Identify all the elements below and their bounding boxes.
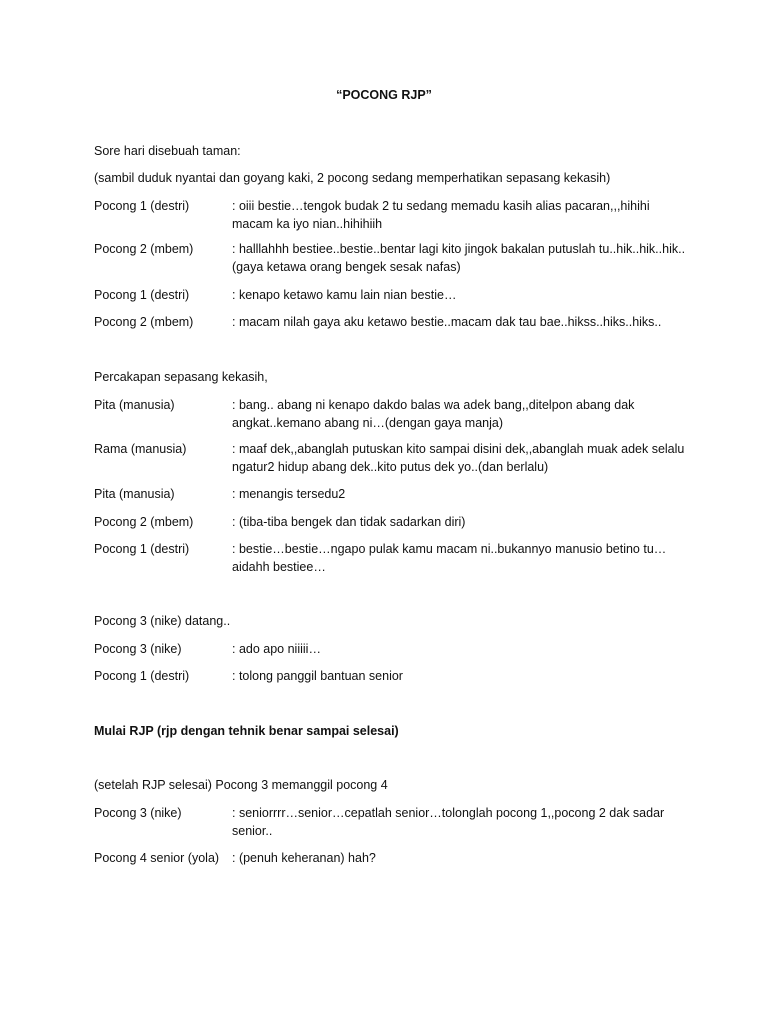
speaker-name: Pocong 2 (mbem) [94,515,194,529]
dialog-text: : ado apo niiiii… [232,642,321,656]
speaker-name: Pocong 1 (destri) [94,542,190,556]
dialog-text: : menangis tersedu2 [232,487,346,501]
speaker-name: Pocong 1 (destri) [94,669,190,683]
stage-direction: Percakapan sepasang kekasih, [94,370,268,384]
dialog-line [94,849,694,867]
section-heading: Mulai RJP (rjp dengan tehnik benar sampai selesai) [94,724,399,738]
dialog-text: : seniorrrr…senior…cepatlah senior…tolonglah pocong 1,,pocong 2 dak sadar senior.. [232,806,665,838]
dialog-text: : halllahhh bestiee..bestie..bentar lagi kito jingok bakalan putuslah tu..hik..hik..hik..(gaya ketawa orang bengek sesak nafas) [232,242,686,274]
dialog-line [94,240,694,276]
dialog-text: : oiii bestie…tengok budak 2 tu sedang memadu kasih alias pacaran,,,hihihi macam ka iyo nian..hihihiih [232,199,650,231]
dialog-line [94,667,694,685]
dialog-line [94,485,694,503]
dialog-line [94,540,694,576]
stage-direction: (setelah RJP selesai) Pocong 3 memanggil pocong 4 [94,778,388,792]
dialog-text: : kenapo ketawo kamu lain nian bestie… [232,288,457,302]
dialog-line [94,286,694,304]
speaker-name: Pocong 1 (destri) [94,288,190,302]
dialog-text: : macam nilah gaya aku ketawo bestie..macam dak tau bae..hikss..hiks..hiks.. [232,315,662,329]
speaker-name: Pocong 2 (mbem) [94,315,194,329]
dialog-text: : (penuh keheranan) hah? [232,851,376,865]
stage-direction: (sambil duduk nyantai dan goyang kaki, 2 pocong sedang memperhatikan sepasang kekasih) [94,171,611,185]
scene-intro: Sore hari disebuah taman: [94,144,241,158]
stage-direction: Pocong 3 (nike) datang.. [94,614,231,628]
dialog-line [94,513,694,531]
document-title: “POCONG RJP” [336,88,432,102]
speaker-name: Rama (manusia) [94,442,187,456]
speaker-name: Pocong 1 (destri) [94,199,190,213]
dialog-text: : bestie…bestie…ngapo pulak kamu macam ni..bukannyo manusio betino tu…aidahh bestiee… [232,542,667,574]
dialog-line [94,396,694,432]
speaker-name: Pocong 3 (nike) [94,806,182,820]
speaker-name: Pita (manusia) [94,487,175,501]
dialog-text: : bang.. abang ni kenapo dakdo balas wa adek bang,,ditelpon abang dak angkat..kemano abang ni…(dengan gaya manja) [232,398,635,430]
speaker-name: Pita (manusia) [94,398,175,412]
dialog-text: : (tiba-tiba bengek dan tidak sadarkan diri) [232,515,466,529]
speaker-name: Pocong 3 (nike) [94,642,182,656]
dialog-line [94,197,694,233]
dialog-line [94,640,694,658]
dialog-text: : tolong panggil bantuan senior [232,669,403,683]
dialog-line [94,804,694,840]
dialog-line [94,440,694,476]
speaker-name: Pocong 2 (mbem) [94,242,194,256]
dialog-line [94,313,694,331]
dialog-text: : maaf dek,,abanglah putuskan kito sampai disini dek,,abanglah muak adek selalu ngatur2 hidup abang dek..kito putus dek yo..(dan berlalu) [232,442,685,474]
speaker-name: Pocong 4 senior (yola) [94,851,220,865]
